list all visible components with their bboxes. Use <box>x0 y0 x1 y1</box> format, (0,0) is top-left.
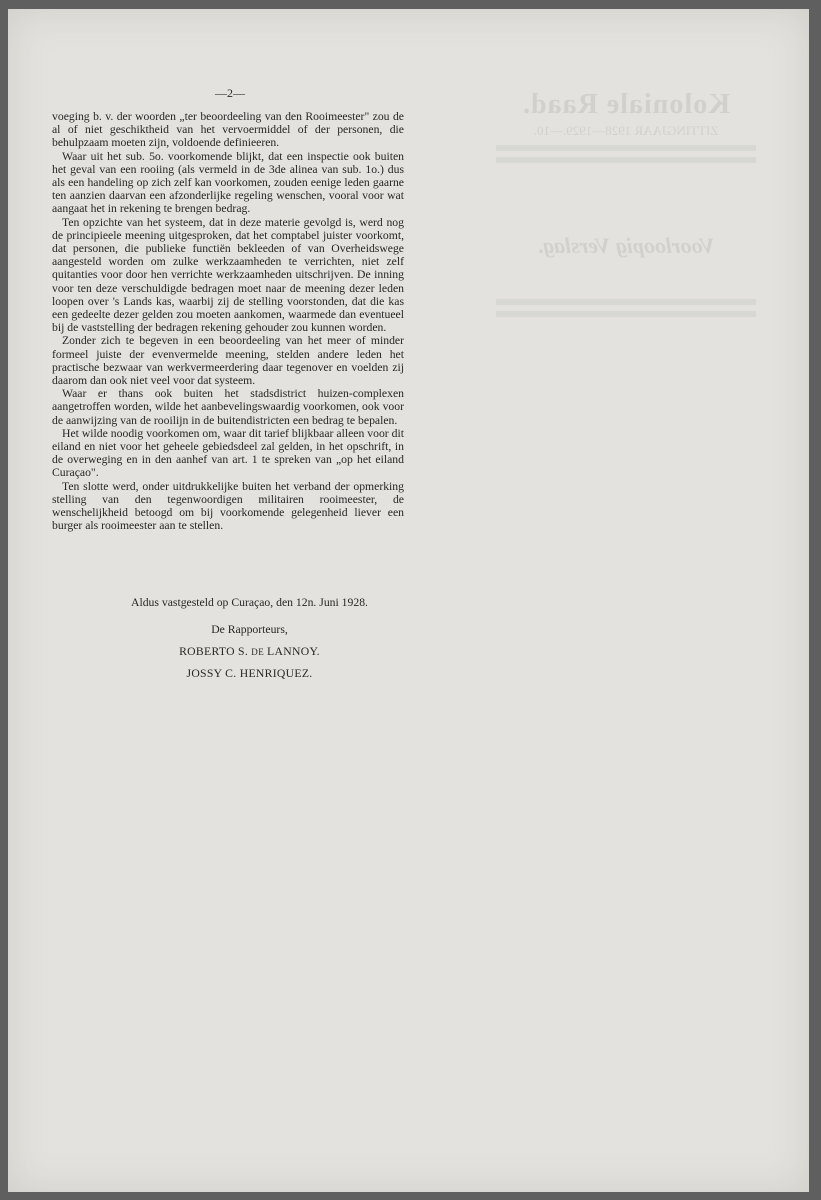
place-date: Aldus vastgesteld op Curaçao, den 12n. Juni 1928. <box>131 596 368 609</box>
rapporteur-1-given: ROBERTO S. <box>179 645 249 658</box>
rapporteur-1 <box>52 645 447 658</box>
rapporteur-2: JOSSY C. HENRIQUEZ. <box>186 667 313 680</box>
rapporteur-1-particle: DE <box>251 647 268 657</box>
bleed-line <box>496 145 756 151</box>
report-body <box>52 110 404 533</box>
bleed-line <box>496 311 756 317</box>
bleed-title: Koloniale Raad. <box>522 89 730 120</box>
page-number: —2— <box>215 86 245 100</box>
paragraph: Ten slotte werd, onder uitdrukkelijke buiten het verband der opmerking stelling van den tegenwoordigen militairen rooimeester, de wenschelijkheid betoogd om bij voorkomende gelegenheid liever een burger als rooimeester aan te stellen. <box>52 479 404 533</box>
bleed-heading: Voorloopig Verslag. <box>537 233 715 258</box>
bleed-line <box>496 157 756 163</box>
paragraph: Het wilde noodig voorkomen om, waar dit tarief blijkbaar alleen voor dit eiland en niet voor het geheele gebiedsdeel zal gelden, in het opschrift, in de overweging en in den aanhef van art. 1 te spreken van „op het eiland Curaçao". <box>52 426 404 480</box>
paragraph: Waar er thans ook buiten het stadsdistrict huizen-complexen aangetroffen worden, wilde het aanbevelingswaardig voorkomen, ook voor de aanwijzing van de rooilijn in de buitendistricten een bedrag te bepalen. <box>52 387 404 427</box>
rapporteurs-label: De Rapporteurs, <box>211 623 288 636</box>
rapporteur-1-surname: LANNOY. <box>267 645 320 658</box>
paragraph: Zonder zich te begeven in een beoordeeling van het meer of minder formeel juiste der evenvermelde meening, stelden andere leden het practische bezwaar van werkvermeerdering daar tegenover en voelden zij daarom dan ook niet veel voor dat systeem. <box>52 334 404 388</box>
bleed-subtitle: ZITTINGJAAR 1928—1929.—10. <box>533 123 719 138</box>
paragraph: Waar uit het sub. 5o. voorkomende blijkt, dat een inspectie ook buiten het geval van een rooiing (als vermeld in de 3de alinea van sub. 1o.) dus als een handeling op zich zelf kan voorkomen, zouden eenige leden gaarne ten aanzien daarvan een afzonderlijke regeling wenschen, vooral voor wat aangaat het in rekening te brengen bedrag. <box>52 149 404 216</box>
paragraph: voeging b. v. der woorden „ter beoordeeling van den Rooimeester" zou de al of niet geschiktheid van het vervoermiddel of der personen, die behulpzaam moeten zijn, voldoende definieeren. <box>52 110 404 150</box>
bleed-line <box>496 299 756 305</box>
paragraph: Ten opzichte van het systeem, dat in deze materie gevolgd is, werd nog de principieele meening uitgesproken, dat het comptabel juister voorkomt, dat personen, die publieke functiën bekleeden of van Overheidswege aangesteld worden om zulke werkzaamheden te verrichten, niet zelf quitanties voor door hen verrichte werkzaamheden uitschrijven. De inning voor ten deze verschuldigde bedragen moet naar de meening dezer leden loopen over 's Lands kas, waarbij zij de stelling voorstonden, dat die kas een gedeelte dezer gelden zou moeten aankomen, waarmede dan eventueel bij de vaststelling der bedragen rekening gehouder zou kunnen worden. <box>52 215 404 335</box>
bleed-through-text <box>456 89 796 323</box>
